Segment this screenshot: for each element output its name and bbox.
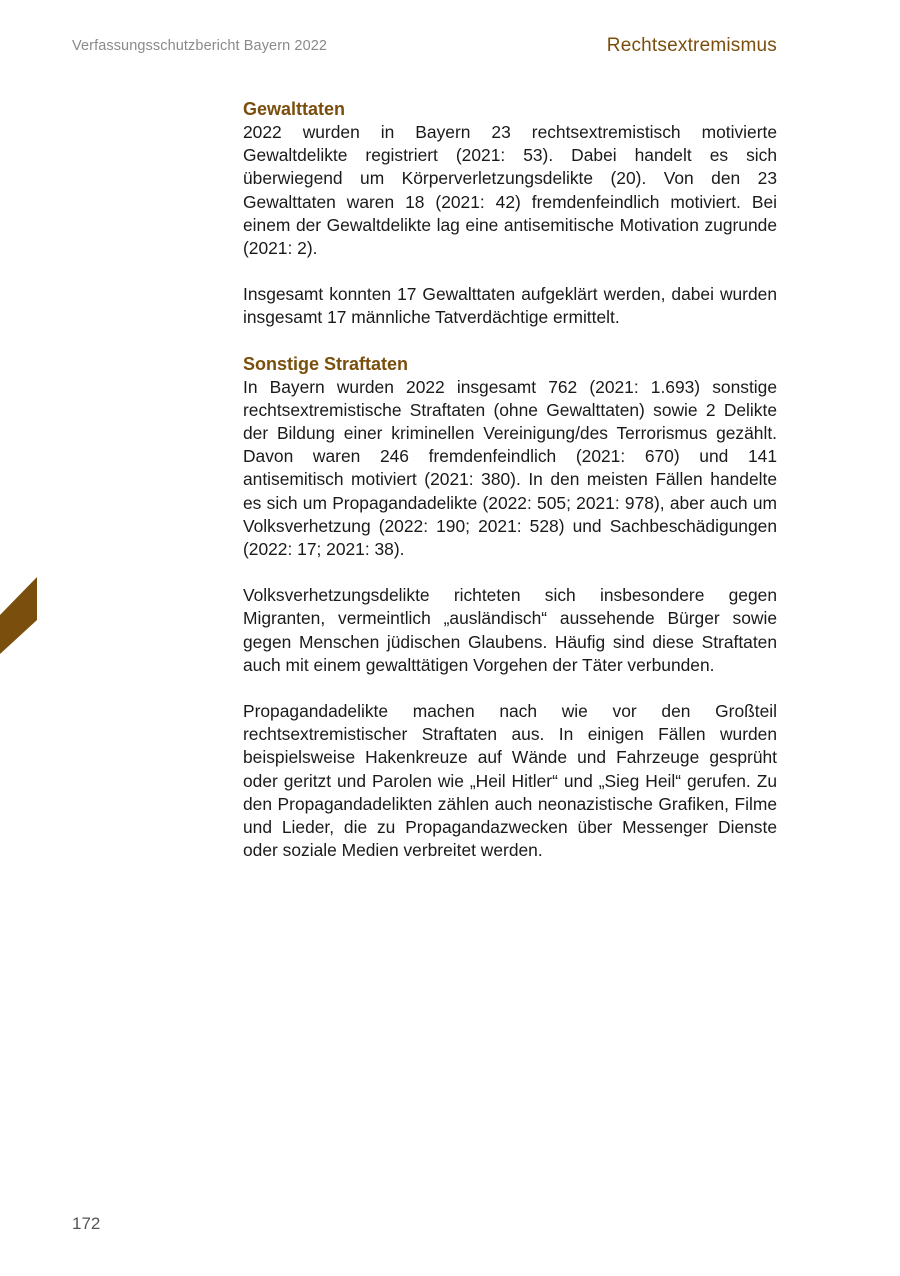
section-heading-sonstige-straftaten: Sonstige Straftaten	[243, 353, 409, 374]
chapter-side-tab	[0, 577, 37, 654]
running-header-chapter: Rechtsextremismus	[606, 35, 777, 56]
page-number: 172	[72, 1214, 101, 1233]
running-header-publication: Verfassungsschutzbericht Bayern 2022	[72, 38, 328, 54]
page-body	[243, 98, 777, 862]
paragraph: Propagandadelikte machen nach wie vor den Großteil rechtsextremistischer Straftaten aus. In einigen Fällen wurden beispielsweise Hakenkreuze auf Wände und Fahrzeuge gesprüht oder geritzt und Parolen wie „Heil Hitler“ und „Sieg Heil“ gerufen. Zu den Propagandadelikten zählen auch neonazistische Grafiken, Filme und Lieder, die zu Propagandazwecken über Messenger Dienste oder soziale Medien verbreitet werden.	[243, 701, 777, 861]
paragraph: 2022 wurden in Bayern 23 rechtsextremistisch motivierte Gewaltdelikte registriert (2021: 53). Dabei handelt es sich überwiegend um Körperverletzungsdelikte (20). Von den 23 Gewalttaten waren 18 (2021: 42) fremdenfeindlich motiviert. Bei einem der Gewaltdelikte lag eine antisemitische Motivation zugrunde (2021: 2).	[243, 122, 777, 259]
paragraph: Volksverhetzungsdelikte richteten sich insbesondere gegen Migranten, vermeintlich „ausländisch“ aussehende Bürger sowie gegen Menschen jüdischen Glaubens. Häufig sind diese Straftaten auch mit einem gewalttätigen Vorgehen der Täter verbunden.	[243, 585, 777, 675]
paragraph: In Bayern wurden 2022 insgesamt 762 (2021: 1.693) sonstige rechtsextremistische Straftaten (ohne Gewalttaten) sowie 2 Delikte der Bildung einer kriminellen Vereinigung/des Terrorismus gezählt. Davon waren 246 fremdenfeindlich (2021: 670) und 141 antisemitisch motiviert (2021: 380). In den meisten Fällen handelte es sich um Propagandadelikte (2022: 505; 2021: 978), aber auch um Volksverhetzung (2022: 190; 2021: 528) und Sachbeschädigungen (2022: 17; 2021: 38).	[243, 376, 777, 560]
paragraph: Insgesamt konnten 17 Gewalttaten aufgeklärt werden, dabei wurden insgesamt 17 männliche Tatverdächtige ermittelt.	[243, 284, 777, 328]
section-heading-gewalttaten: Gewalttaten	[243, 99, 346, 119]
